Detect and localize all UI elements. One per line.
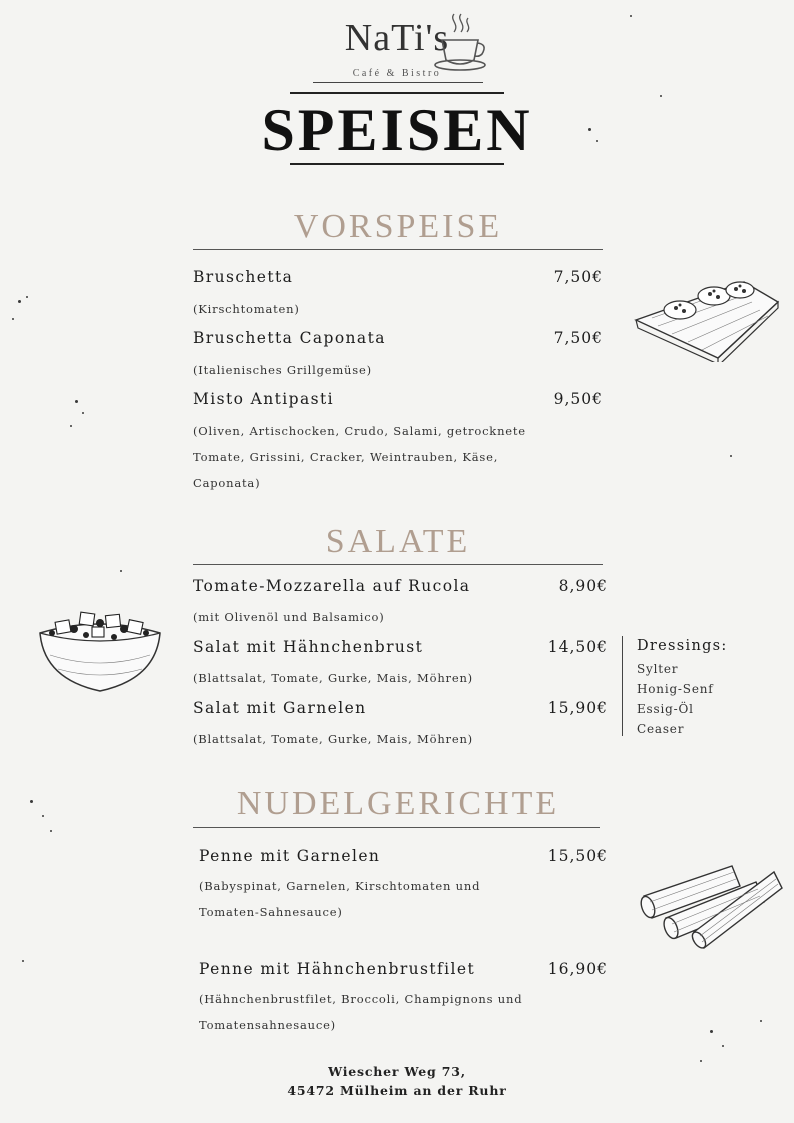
coffee-cup-icon xyxy=(432,10,490,74)
menu-item-desc: (Blattsalat, Tomate, Gurke, Mais, Möhren) xyxy=(193,732,473,746)
section-rule xyxy=(193,249,603,250)
menu-item-desc: (Kirschtomaten) xyxy=(193,302,300,316)
menu-item-price: 15,90€ xyxy=(547,699,608,717)
section-title-salate: SALATE xyxy=(325,523,471,560)
menu-item-price: 14,50€ xyxy=(547,638,608,656)
menu-item-desc: (Italienisches Grillgemüse) xyxy=(193,363,372,377)
menu-item-name: Penne mit Hähnchenbrustfilet xyxy=(199,960,476,978)
menu-item-name: Penne mit Garnelen xyxy=(199,847,381,865)
menu-item-desc: (Hähnchenbrustfilet, Broccoli, Champignons und Tomatensahnesauce) xyxy=(199,992,523,1032)
menu-item-desc: (mit Olivenöl und Balsamico) xyxy=(193,610,385,624)
menu-item-price: 8,90€ xyxy=(558,577,608,595)
penne-pasta-illustration xyxy=(636,852,784,952)
menu-item-name: Bruschetta Caponata xyxy=(193,329,386,347)
dressings-title: Dressings: xyxy=(637,638,728,654)
menu-item-desc: (Blattsalat, Tomate, Gurke, Mais, Möhren) xyxy=(193,671,473,685)
section-rule xyxy=(193,827,600,828)
address-street: Wiescher Weg 73, xyxy=(328,1064,466,1079)
menu-item-name: Tomate-Mozzarella auf Rucola xyxy=(193,577,471,595)
title-rule-top xyxy=(290,92,504,94)
menu-item-price: 16,90€ xyxy=(547,960,608,978)
logo-divider xyxy=(313,82,483,83)
dressing-item: Honig-Senf xyxy=(637,682,714,696)
menu-item-name: Salat mit Garnelen xyxy=(193,699,367,717)
menu-item-price: 9,50€ xyxy=(553,390,603,408)
title-rule-bottom xyxy=(290,163,504,165)
section-rule xyxy=(193,564,603,565)
menu-item-price: 7,50€ xyxy=(553,268,603,286)
bruschetta-board-illustration xyxy=(632,272,780,362)
section-title-vorspeise: VORSPEISE xyxy=(293,208,503,245)
menu-item-name: Misto Antipasti xyxy=(193,390,334,408)
dressing-item: Sylter xyxy=(637,662,679,676)
address-city: 45472 Mülheim an der Ruhr xyxy=(287,1083,507,1098)
brand-name: NaTi's xyxy=(344,17,450,59)
menu-item-desc: (Oliven, Artischocken, Crudo, Salami, getrocknete Tomate, Grissini, Cracker, Weintrauben, Käse, Caponata) xyxy=(193,424,526,490)
salad-bowl-illustration xyxy=(36,603,166,695)
menu-item-price: 15,50€ xyxy=(547,847,608,865)
section-title-nudelgerichte: NUDELGERICHTE xyxy=(236,785,560,822)
menu-item-name: Bruschetta xyxy=(193,268,294,286)
page-title: SPEISEN xyxy=(261,97,533,163)
menu-item-price: 7,50€ xyxy=(553,329,603,347)
dressings-divider xyxy=(622,636,623,736)
dressing-item: Ceaser xyxy=(637,722,685,736)
dressing-item: Essig-Öl xyxy=(637,702,694,716)
menu-item-name: Salat mit Hähnchenbrust xyxy=(193,638,424,656)
brand-tagline: Café & Bistro xyxy=(352,68,442,79)
menu-item-desc: (Babyspinat, Garnelen, Kirschtomaten und Tomaten-Sahnesauce) xyxy=(199,879,481,919)
